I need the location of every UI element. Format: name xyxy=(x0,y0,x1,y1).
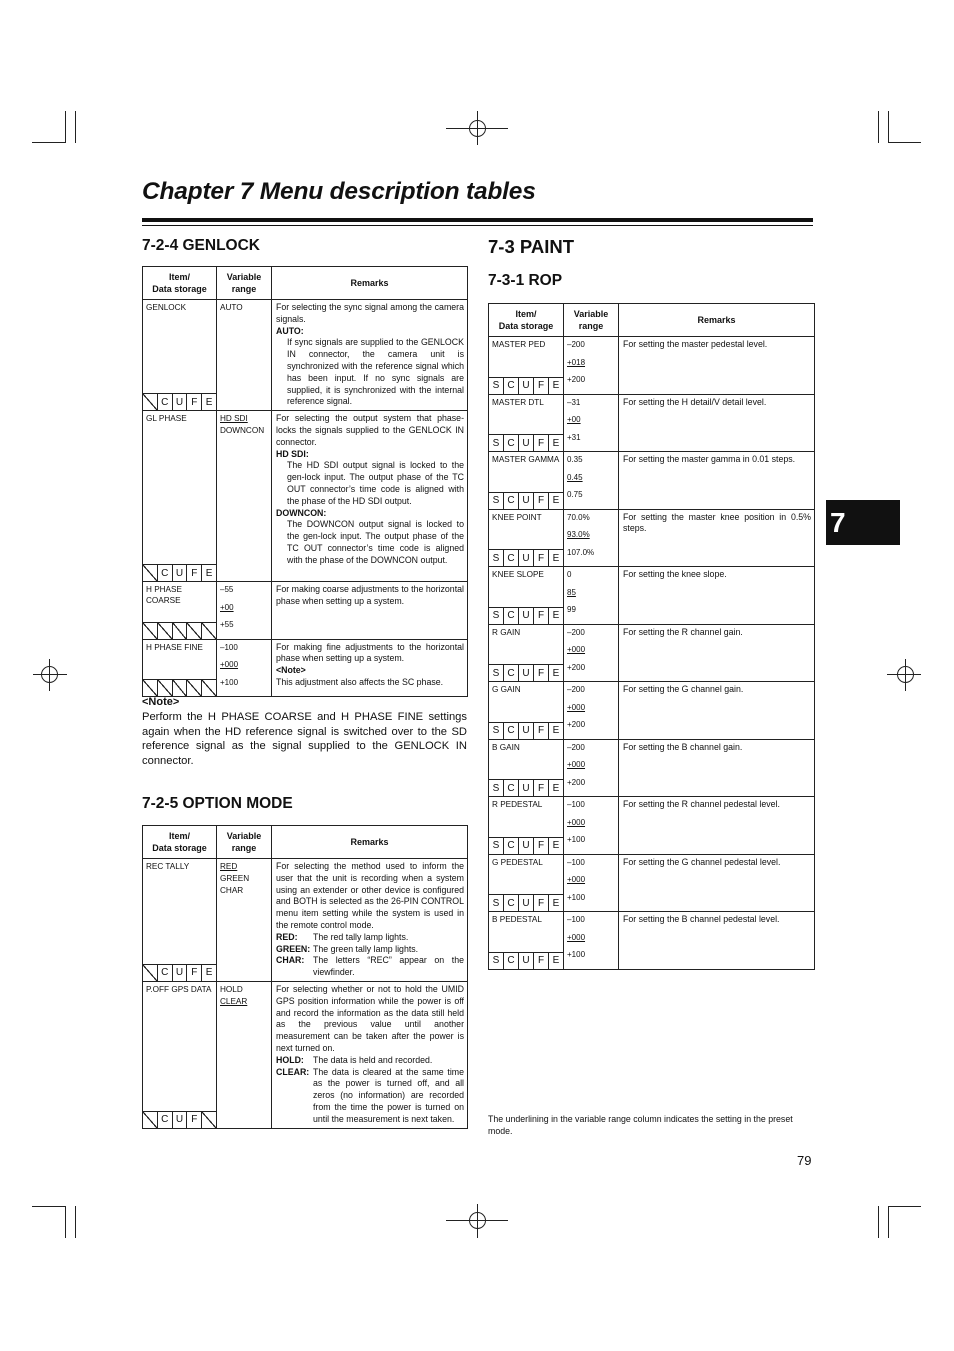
item-name: KNEE SLOPE xyxy=(492,570,544,579)
table-header-row xyxy=(489,304,815,337)
item-name: P.OFF GPS DATA xyxy=(146,984,212,994)
storage-strip: C U F E xyxy=(143,564,216,581)
remarks-cell: For setting the B channel pedestal level. xyxy=(619,912,815,970)
table-row xyxy=(489,682,815,740)
item-name: REC TALLY xyxy=(146,862,190,871)
remarks-cell: For selecting whether or not to hold the UMID GPS position information while the power is off and record the information as the data still held as the previous value until another measurement can be taken after the power is next turned on. HOLD: The data is held and recorded. CLEAR: The data is cleared at the same time as the power is turned off, and all zeros (no information) are recorded from the time the power is turned on until the measurement is next taken. xyxy=(272,981,468,1128)
item-cell xyxy=(489,337,564,395)
storage-strip: C U F xyxy=(143,1111,216,1128)
storage-strip: S C U F E xyxy=(489,549,563,566)
section-heading-option-mode: 7-2-5 OPTION MODE xyxy=(142,795,293,812)
range-cell: –200 +000 +200 xyxy=(564,624,619,682)
genlock-table xyxy=(142,266,468,697)
remarks-cell: For setting the R channel pedestal level. xyxy=(619,797,815,855)
table-row xyxy=(489,567,815,625)
table-row xyxy=(143,859,468,982)
item-name: G PEDESTAL xyxy=(492,857,543,867)
item-name: MASTER DTL xyxy=(492,397,544,407)
storage-strip: S C U F E xyxy=(489,779,563,796)
remarks-cell: For setting the G channel pedestal level. xyxy=(619,854,815,912)
table-header-row xyxy=(143,267,468,300)
header-remarks: Remarks xyxy=(272,826,468,859)
item-cell xyxy=(143,859,217,982)
storage-strip: C U F E xyxy=(143,964,216,981)
storage-strip: S C U F E xyxy=(489,607,563,624)
table-row xyxy=(489,797,815,855)
range-cell: RED GREEN CHAR xyxy=(217,859,272,982)
remarks-cell: For setting the R channel gain. xyxy=(619,624,815,682)
range-cell: 0 85 99 xyxy=(564,567,619,625)
table-row xyxy=(143,981,468,1128)
header-range: Variable range xyxy=(217,267,272,300)
item-name: R PEDESTAL xyxy=(492,800,543,809)
table-row xyxy=(489,624,815,682)
rop-table xyxy=(488,303,815,970)
item-name: KNEE POINT xyxy=(492,512,542,522)
header-item: Item/ Data storage xyxy=(489,304,564,337)
storage-strip: S C U F E xyxy=(489,377,563,394)
storage-strip: S C U F E xyxy=(489,837,563,854)
item-cell xyxy=(489,682,564,740)
range-cell: –100 +000 +100 xyxy=(564,854,619,912)
table-row xyxy=(143,411,468,582)
range-cell: 0.35 0.45 0.75 xyxy=(564,452,619,510)
remarks-cell: For making fine adjustments to the horizontal phase when setting up a system. <Note> This adjustment also affects the SC phase. xyxy=(272,639,468,697)
range-cell: –100 +000 +100 xyxy=(564,912,619,970)
storage-strip xyxy=(143,622,216,639)
item-cell xyxy=(143,582,217,640)
item-cell xyxy=(489,739,564,797)
storage-strip: S C U F E xyxy=(489,894,563,911)
table-row xyxy=(143,300,468,411)
remarks-cell: For setting the knee slope. xyxy=(619,567,815,625)
item-cell xyxy=(489,624,564,682)
header-item: Item/ Data storage xyxy=(143,267,217,300)
table-row xyxy=(489,509,815,567)
storage-strip: S C U F E xyxy=(489,722,563,739)
item-cell xyxy=(489,394,564,452)
item-cell xyxy=(489,452,564,510)
remarks-cell: For setting the master pedestal level. xyxy=(619,337,815,395)
item-name: G GAIN xyxy=(492,685,521,694)
range-cell: –31 +00 +31 xyxy=(564,394,619,452)
storage-strip: S C U F E xyxy=(489,664,563,681)
header-remarks: Remarks xyxy=(272,267,468,300)
range-cell: AUTO xyxy=(217,300,272,411)
item-cell xyxy=(143,300,217,411)
section-heading-paint: 7-3 PAINT xyxy=(488,236,575,257)
footnote: The underlining in the variable range column indicates the setting in the preset mode. xyxy=(488,1114,793,1136)
table-row xyxy=(489,854,815,912)
remarks-cell: For making coarse adjustments to the horizontal phase when setting up a system. xyxy=(272,582,468,640)
storage-strip xyxy=(143,679,216,696)
table-row xyxy=(489,394,815,452)
item-cell xyxy=(489,567,564,625)
item-cell xyxy=(143,411,217,582)
remarks-cell: For setting the master gamma in 0.01 steps. xyxy=(619,452,815,510)
section-heading-genlock: 7-2-4 GENLOCK xyxy=(142,237,260,254)
storage-strip: C U F E xyxy=(143,393,216,410)
range-cell: –200 +018 +200 xyxy=(564,337,619,395)
remarks-cell: For setting the G channel gain. xyxy=(619,682,815,740)
item-cell xyxy=(489,912,564,970)
item-cell xyxy=(143,639,217,697)
item-name: GENLOCK xyxy=(146,303,187,312)
chapter-title: Chapter 7 Menu description tables xyxy=(142,178,536,205)
option-mode-table xyxy=(142,825,468,1129)
heading-rule-thin xyxy=(142,225,813,226)
item-name: H PHASE FINE xyxy=(146,642,203,652)
table-row xyxy=(489,739,815,797)
item-name: MASTER GAMMA xyxy=(492,455,560,464)
item-name: R GAIN xyxy=(492,627,521,637)
storage-strip: S C U F E xyxy=(489,952,563,969)
remarks-cell: For selecting the method used to inform the user that the unit is recording when a system using an extender or other device is configured and BOTH is selected as the 26-PIN CONTROL menu item setting while the system is used in the remote control mode. RED: The red tally lamp lights. GREEN: The green tally lamp lights. CHAR: The letters “REC” appear on the viewfinder. xyxy=(272,859,468,982)
storage-strip: S C U F E xyxy=(489,492,563,509)
range-cell: HD SDI DOWNCON xyxy=(217,411,272,582)
item-cell xyxy=(489,797,564,855)
note-title: <Note> xyxy=(142,696,180,708)
table-row xyxy=(143,582,468,640)
range-cell: –200 +000 +200 xyxy=(564,682,619,740)
table-row xyxy=(143,639,468,697)
item-name: B PEDESTAL xyxy=(492,915,542,924)
range-cell: HOLD CLEAR xyxy=(217,981,272,1128)
item-name: B GAIN xyxy=(492,742,520,752)
header-remarks: Remarks xyxy=(619,304,815,337)
header-range: Variable range xyxy=(217,826,272,859)
remarks-cell: For setting the master knee position in 0.5% steps. xyxy=(619,509,815,567)
note-body: Perform the H PHASE COARSE and H PHASE FINE settings again when the HD reference signal is switched over to the SD reference signal as the signal supplied to the GENLOCK IN connector. xyxy=(142,711,467,767)
item-cell xyxy=(489,509,564,567)
item-cell xyxy=(489,854,564,912)
remarks-cell: For setting the H detail/V detail level. xyxy=(619,394,815,452)
remarks-cell: For selecting the output system that phase-locks the signals supplied to the GENLOCK IN connector. HD SDI: The HD SDI output signal is locked to the gen-lock input. The output phase of the TC OUT connector’s time code is aligned with the phase of the HD SDI output. DOWNCON: The DOWNCON output signal is locked to the gen-lock input. The output phase of the TC OUT connector’s time code is aligned with the phase of the DOWNCON output. xyxy=(272,411,468,582)
range-cell: –100 +000 +100 xyxy=(217,639,272,697)
table-row xyxy=(489,452,815,510)
chapter-tab: 7 xyxy=(826,500,900,545)
storage-strip: S C U F E xyxy=(489,434,563,451)
item-name: MASTER PED xyxy=(492,340,546,349)
range-cell: –200 +000 +200 xyxy=(564,739,619,797)
rop-table-body xyxy=(489,337,815,970)
header-range: Variable range xyxy=(564,304,619,337)
remarks-cell: For selecting the sync signal among the camera signals. AUTO: If sync signals are supplied to the GENLOCK IN connector, the camera unit is synchronized with the reference signal which has been input. If no sync signals are supplied, it is synchronized with the internal reference signal. xyxy=(272,300,468,411)
heading-rule xyxy=(142,218,813,222)
header-item: Item/ Data storage xyxy=(143,826,217,859)
range-cell: –55 +00 +55 xyxy=(217,582,272,640)
range-cell: 70.0% 93.0% 107.0% xyxy=(564,509,619,567)
item-name: H PHASE COARSE xyxy=(146,585,182,606)
item-name: GL PHASE xyxy=(146,414,187,424)
table-header-row xyxy=(143,826,468,859)
page-number: 79 xyxy=(797,1153,812,1168)
item-cell xyxy=(143,981,217,1128)
table-row xyxy=(489,337,815,395)
table-row xyxy=(489,912,815,970)
range-cell: –100 +000 +100 xyxy=(564,797,619,855)
remarks-cell: For setting the B channel gain. xyxy=(619,739,815,797)
section-heading-rop: 7-3-1 ROP xyxy=(488,272,563,289)
